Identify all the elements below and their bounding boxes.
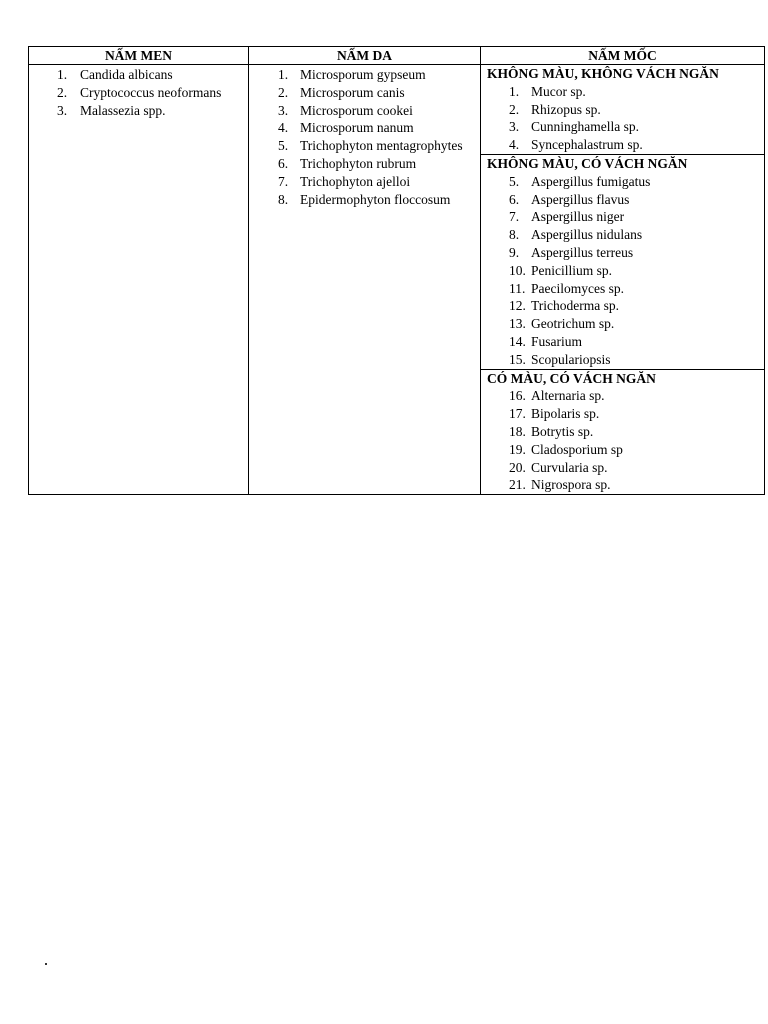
species-name: Aspergillus terreus — [531, 244, 634, 260]
list-item — [481, 101, 764, 119]
species-name: Microsporum cookei — [300, 102, 413, 118]
species-name: Nigrospora sp. — [531, 477, 611, 493]
item-number: 16. — [509, 388, 526, 404]
species-name: Aspergillus nidulans — [531, 227, 643, 243]
item-number: 10. — [509, 262, 526, 278]
dermatophyte-cell — [249, 65, 481, 495]
item-number: 19. — [509, 441, 526, 457]
item-number: 18. — [509, 423, 526, 439]
list-item — [481, 441, 764, 459]
mold-list — [481, 83, 764, 154]
species-name: Cryptococcus neoformans — [80, 84, 222, 100]
list-item — [481, 423, 764, 441]
header-mold: NẤM MỐC — [481, 47, 765, 65]
mold-group-heading: CÓ MÀU, CÓ VÁCH NGĂN — [487, 370, 656, 386]
header-row — [29, 47, 765, 65]
mold-cell — [481, 65, 765, 495]
item-number: 17. — [509, 406, 526, 422]
item-number: 5. — [509, 173, 520, 189]
list-item — [481, 476, 764, 494]
species-name: Microsporum canis — [300, 84, 405, 100]
list-item — [249, 66, 480, 84]
mold-group — [481, 370, 764, 495]
species-name: Trichophyton rubrum — [300, 155, 417, 171]
species-name: Cunninghamella sp. — [531, 119, 639, 135]
species-name: Trichoderma sp. — [531, 298, 619, 314]
list-item — [481, 118, 764, 136]
item-number: 1. — [278, 67, 289, 82]
species-name: Microsporum gypseum — [300, 67, 426, 82]
mold-group-heading: KHÔNG MÀU, CÓ VÁCH NGĂN — [487, 155, 688, 171]
yeast-list — [29, 65, 248, 119]
species-name: Malassezia spp. — [80, 102, 166, 118]
list-item — [249, 102, 480, 120]
list-item — [481, 297, 764, 315]
item-number: 1. — [57, 67, 68, 82]
species-name: Microsporum nanum — [300, 120, 414, 136]
body-row — [29, 65, 765, 495]
scan-speck — [45, 963, 47, 965]
list-item — [481, 405, 764, 423]
species-name: Epidermophyton floccosum — [300, 191, 451, 207]
item-number: 3. — [509, 119, 520, 135]
list-item — [481, 315, 764, 333]
list-item — [249, 84, 480, 102]
item-number: 14. — [509, 333, 526, 349]
species-name: Alternaria sp. — [531, 388, 605, 404]
list-item — [29, 84, 248, 102]
list-item — [249, 155, 480, 173]
item-number: 11. — [509, 280, 526, 296]
species-name: Mucor sp. — [531, 83, 586, 99]
species-name: Curvularia sp. — [531, 459, 608, 475]
list-item — [481, 280, 764, 298]
item-number: 8. — [278, 191, 289, 207]
list-item — [249, 119, 480, 137]
item-number: 3. — [278, 102, 289, 118]
mold-group — [481, 155, 764, 370]
header-yeast: NẤM MEN — [29, 47, 249, 65]
mold-list — [481, 173, 764, 369]
yeast-cell — [29, 65, 249, 495]
species-name: Geotrichum sp. — [531, 316, 615, 332]
item-number: 2. — [57, 84, 68, 100]
species-name: Syncephalastrum sp. — [531, 137, 643, 153]
mold-list — [481, 387, 764, 494]
list-item — [249, 137, 480, 155]
item-number: 1. — [509, 83, 520, 99]
item-number: 4. — [278, 120, 289, 136]
item-number: 21. — [509, 477, 526, 493]
species-name: Cladosporium sp — [531, 441, 623, 457]
item-number: 13. — [509, 316, 526, 332]
species-name: Paecilomyces sp. — [531, 280, 624, 296]
item-number: 12. — [509, 298, 526, 314]
item-number: 2. — [278, 84, 289, 100]
dermatophyte-list — [249, 65, 480, 208]
list-item — [481, 244, 764, 262]
item-number: 6. — [278, 155, 289, 171]
list-item — [481, 387, 764, 405]
species-name: Trichophyton mentagrophytes — [300, 138, 463, 154]
list-item — [481, 351, 764, 369]
item-number: 20. — [509, 459, 526, 475]
list-item — [481, 191, 764, 209]
species-name: Bipolaris sp. — [531, 406, 600, 422]
item-number: 7. — [278, 173, 289, 189]
mold-groups — [481, 65, 764, 494]
header-dermatophyte: NẤM DA — [249, 47, 481, 65]
species-name: Aspergillus niger — [531, 209, 625, 225]
list-item — [481, 226, 764, 244]
species-name: Candida albicans — [80, 67, 173, 82]
list-item — [481, 173, 764, 191]
list-item — [481, 459, 764, 477]
list-item — [481, 262, 764, 280]
species-name: Fusarium — [531, 333, 583, 349]
list-item — [249, 191, 480, 209]
species-name: Aspergillus flavus — [531, 191, 630, 207]
item-number: 6. — [509, 191, 520, 207]
item-number: 4. — [509, 137, 520, 153]
list-item — [29, 102, 248, 120]
species-name: Aspergillus fumigatus — [531, 173, 651, 189]
list-item — [481, 208, 764, 226]
species-name: Botrytis sp. — [531, 423, 594, 439]
list-item — [481, 136, 764, 154]
species-name: Penicillium sp. — [531, 262, 612, 278]
list-item — [249, 173, 480, 191]
species-name: Scopulariopsis — [531, 351, 611, 367]
species-name: Rhizopus sp. — [531, 101, 601, 117]
fungi-classification-table — [28, 46, 765, 495]
item-number: 8. — [509, 227, 520, 243]
mold-group-heading: KHÔNG MÀU, KHÔNG VÁCH NGĂN — [487, 66, 719, 81]
item-number: 3. — [57, 102, 68, 118]
item-number: 2. — [509, 101, 520, 117]
list-item — [481, 333, 764, 351]
list-item — [481, 83, 764, 101]
item-number: 5. — [278, 138, 289, 154]
list-item — [29, 66, 248, 84]
item-number: 9. — [509, 244, 520, 260]
item-number: 7. — [509, 209, 520, 225]
species-name: Trichophyton ajelloi — [300, 173, 411, 189]
item-number: 15. — [509, 351, 526, 367]
mold-group — [481, 65, 764, 155]
